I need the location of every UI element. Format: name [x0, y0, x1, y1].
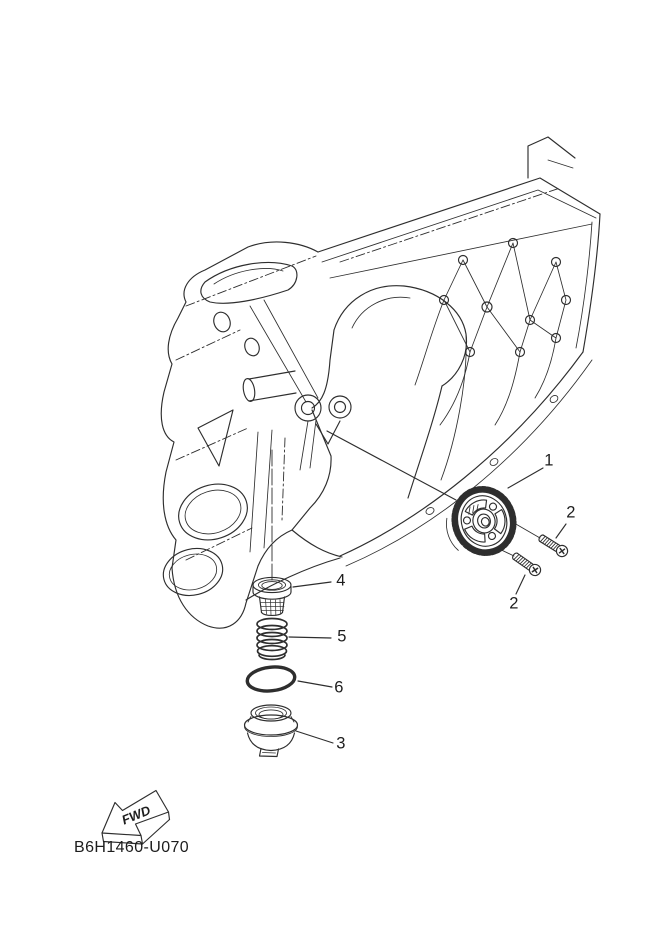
- callout-part-4: 4: [336, 571, 346, 590]
- o-ring-drawing: [246, 665, 296, 693]
- callout-part-1: 1: [544, 451, 554, 470]
- strainer-cap-drawing: [245, 705, 298, 757]
- oil-pump-drive-gear-drawing: [438, 482, 522, 564]
- crankcase-drawing: [158, 137, 600, 628]
- bolt-upper-drawing: [537, 532, 570, 558]
- callout-part-5: 5: [337, 627, 347, 646]
- callout-part-3: 3: [336, 734, 346, 753]
- fwd-arrow: [102, 791, 170, 845]
- leader-lines: [289, 431, 566, 743]
- callout-part-6: 6: [334, 678, 344, 697]
- compression-spring-drawing: [257, 619, 287, 660]
- callout-part-2-lower: 2: [509, 594, 519, 613]
- callout-part-2-upper: 2: [566, 503, 576, 522]
- diagram-part-code: B6H1460-U070: [74, 839, 190, 856]
- bolt-lower-drawing: [510, 550, 542, 577]
- fwd-label: FWD: [119, 802, 153, 828]
